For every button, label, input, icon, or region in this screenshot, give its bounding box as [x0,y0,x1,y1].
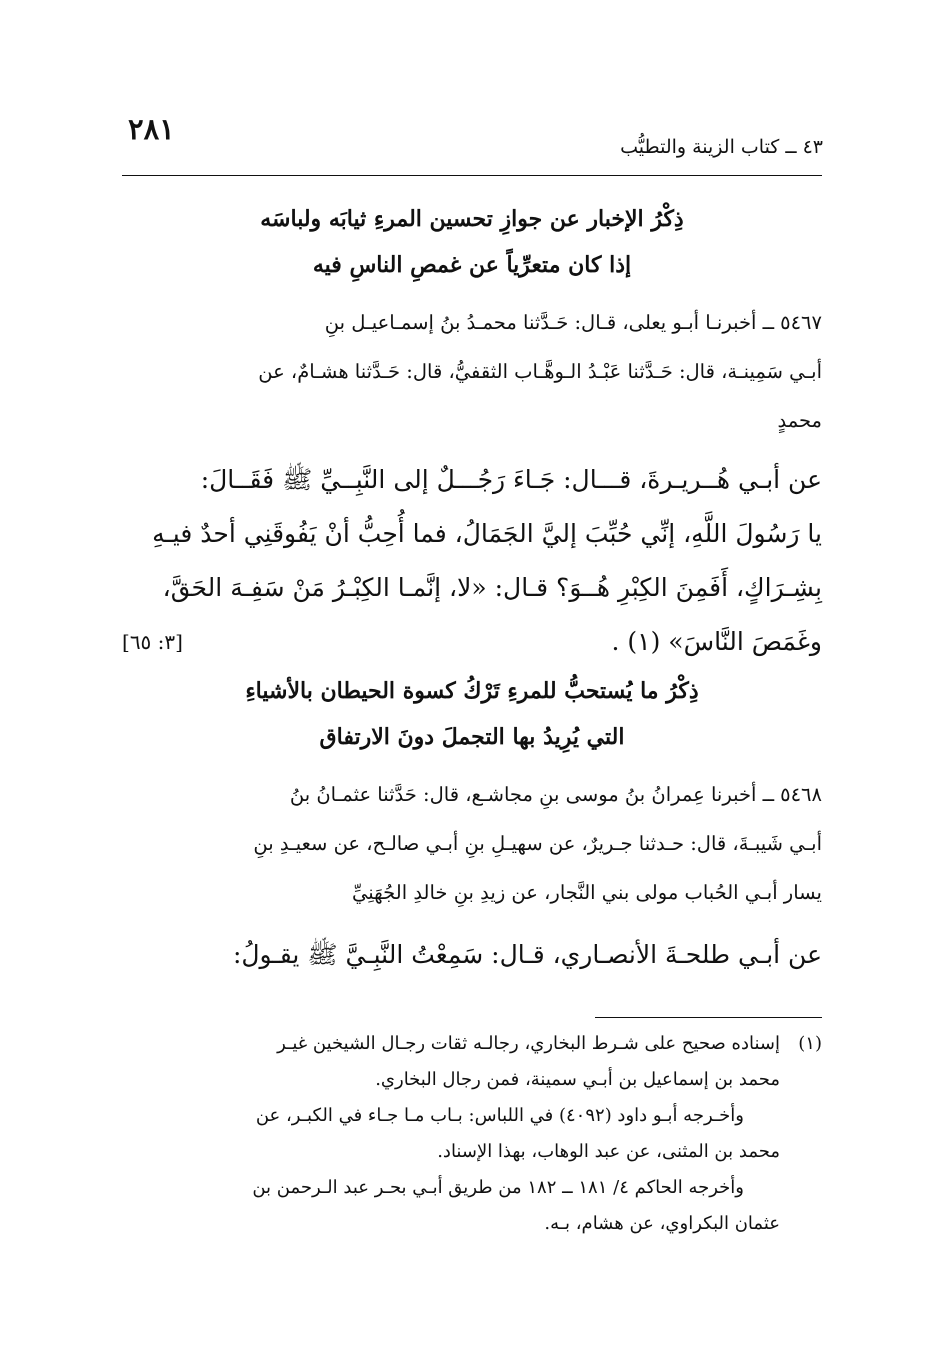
hadith-number: ٥٤٦٧ [780,311,822,334]
hadith-number: ٥٤٦٨ [780,783,822,806]
running-title: ٤٣ ــ كتاب الزينة والتطيُّب [620,136,823,158]
isnad-line [122,298,822,347]
isnad-line: محمدٍ [777,409,822,432]
footnote-line [122,1026,822,1062]
footnote-text: عثمان البكراوي، عن هشام، بـه. [544,1213,780,1234]
footnote-line [122,1134,822,1170]
matn-line: عن أبـي هُــريـرةَ، قـــال: جَـاءَ رَجُـــلٌ إلى النَّبِــيِّ ﷺ فَقَــالَ: [200,465,822,494]
isnad-line: أبـي سَمِينـة، قال: حَـدَّثنا عَبْـدُ الـوهَّـاب الثقفيُّ، قال: حَـدَّثنا هشـامٌ، عن [258,360,822,383]
matn-text: وغَمَصَ النَّاسَ» (١) . [611,627,822,656]
footnotes [122,1026,822,1242]
page-number: ٢٨١ [128,112,175,146]
footnote-text: وأخـرجه أبـو داود (٤٠٩٢) في اللباس: بـاب مـا جـاء في الكبـر، عن [255,1105,744,1126]
matn-line: بِشِـرَاكٍ، أَفَمِنَ الكِبْرِ هُــوَ؟ قـال: «لا، إنَّمـا الكِبْـرُ مَنْ سَفِـهَ الحَقَّ، [162,573,822,602]
section-2-title [122,668,822,760]
matn-line: يا رَسُولَ اللَّهِ، إنِّي حُبِّبَ إليَّ الجَمَالُ، فما أُحِبُّ أنْ يَفُوقَنِي أحدٌ فيـهِ [152,519,822,548]
footnote-line [122,1206,822,1242]
title-line: إذا كان متعرِّياً عن غمصِ الناسِ فيه [312,252,632,278]
matn-line: عن أبـي طلحـةَ الأنصـاري، قـال: سَمِعْتُ النَّبِـيَّ ﷺ يقـولُ: [232,940,822,969]
footnote-number: (١) [798,1033,822,1054]
title-line: ذِكْرُ الإخبار عن جوازِ تحسين المرءِ ثيابَه ولباسَه [260,206,684,232]
title-line: ذِكْرُ ما يُستحبُّ للمرءِ تَرْكُ كسوة الحيطان بالأشياءِ [245,678,699,704]
matn-line [122,615,822,669]
footnote-text: وأخرجه الحاكم ٤/ ١٨١ ــ ١٨٢ من طريق أبـي بحـر عبد الـرحمن بن [252,1177,744,1198]
footnote-line [122,1062,822,1098]
section-1-title [122,196,822,288]
title-line: التي يُرِيدُ بها التجملَ دونَ الارتفاق [319,724,625,750]
isnad-line: يسار أبـي الحُباب مولى بني النَّجار، عن زيدِ بنِ خالدِ الجُهَنِيِّ [352,881,822,904]
isnad-text: ــ أخبرنـا أبـو يعلى، قـال: حَـدَّثنا محمـدُ بنُ إسمـاعيـل بنِ [324,311,775,334]
footnote-line [122,1170,822,1206]
isnad-line: أبـي شَيبـةَ، قال: حـدثنا جـريرٌ، عن سهيـلِ بنِ أبـي صالـح، عن سعيـدِ بنِ [253,832,822,855]
footnote-text: محمد بن إسماعيل بن أبـي سمينة، فمن رجال البخاري. [375,1069,780,1090]
footnote-text: محمد بن المثنى، عن عبد الوهاب، بهذا الإسناد. [437,1141,780,1162]
hadith-5467-isnad [122,298,822,445]
hadith-5468-matn [122,928,822,982]
volume-reference: [٣: ٦٥] [122,630,183,654]
hadith-5467-matn [122,453,822,669]
hadith-5468-isnad [122,770,822,917]
isnad-text: ــ أخبرنا عِمرانُ بنُ موسى بنِ مجاشـع، قال: حَدَّثنا عثمـانُ بنُ [289,783,775,806]
isnad-line [122,770,822,819]
footnote-line [122,1098,822,1134]
footnote-rule [595,1017,822,1018]
header-rule [122,175,822,176]
footnote-text: إسناده صحيح على شـرط البخاري، رجالـه ثقات رجـال الشيخين غيـر [277,1033,780,1054]
